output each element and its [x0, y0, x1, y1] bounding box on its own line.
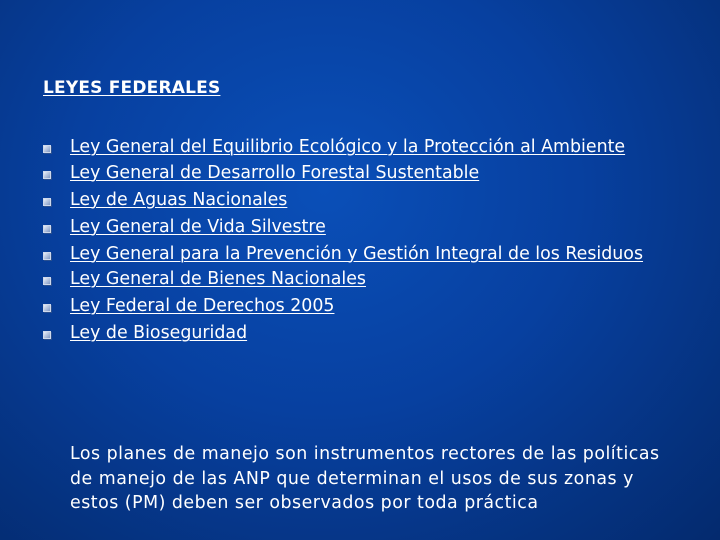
law-link-residuos[interactable]: Ley General para la Prevención y Gestión Integral de los Residuos [70, 243, 644, 264]
law-link-vida-silvestre[interactable]: Ley General de Vida Silvestre [70, 216, 326, 237]
square-bullet-icon [43, 277, 51, 285]
law-link-desarrollo-forestal[interactable]: Ley General de Desarrollo Forestal Sustentable [70, 162, 480, 183]
planes-de-manejo-paragraph: Los planes de manejo son instrumentos rectores de las políticas de manejo de las ANP que determinan el usos de sus zonas y estos (PM) deben ser observados por toda práctica [70, 444, 660, 513]
list-item [43, 322, 683, 345]
law-list [43, 136, 683, 349]
square-bullet-icon [43, 252, 51, 260]
list-item [43, 189, 683, 212]
list-item [43, 162, 683, 185]
list-item [43, 243, 683, 266]
list-item [43, 295, 683, 318]
list-item [43, 136, 683, 159]
square-bullet-icon [43, 171, 51, 179]
law-link-derechos-2005[interactable]: Ley Federal de Derechos 2005 [70, 296, 335, 316]
slide-heading: LEYES FEDERALES [43, 78, 221, 98]
square-bullet-icon [43, 145, 51, 153]
law-link-bienes-nacionales[interactable]: Ley General de Bienes Nacionales [70, 269, 366, 289]
square-bullet-icon [43, 198, 51, 206]
list-item [43, 268, 683, 291]
law-link-bioseguridad[interactable]: Ley de Bioseguridad [70, 323, 248, 343]
square-bullet-icon [43, 331, 51, 339]
list-item [43, 216, 683, 239]
law-link-equilibrio-ecologico[interactable]: Ley General del Equilibrio Ecológico y la Protección al Ambiente [70, 137, 626, 157]
square-bullet-icon [43, 304, 51, 312]
law-link-aguas-nacionales[interactable]: Ley de Aguas Nacionales [70, 189, 288, 210]
square-bullet-icon [43, 225, 51, 233]
